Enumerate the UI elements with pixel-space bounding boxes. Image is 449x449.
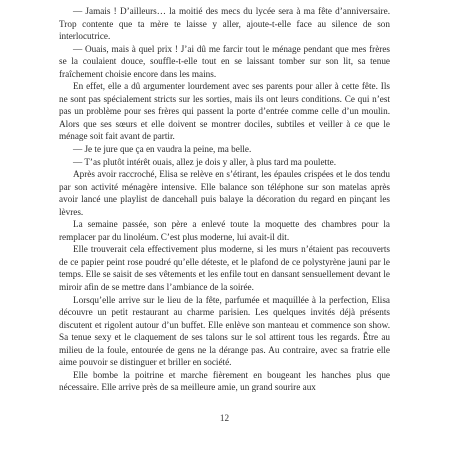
paragraph: — Je te jure que ça en vaudra la peine, ma belle. [73,144,252,155]
body-text [59,5,390,394]
paragraph: Elle bombe la poitrine et marche fièrement en bougeant les hanches plus que nécessaire. Elle arrive près de sa meilleure amie, un grand sourire aux [59,369,390,393]
paragraph: Elle trouverait cela effectivement plus moderne, si les murs n’étaient pas recouverts de ce papier peint rose poudré qu’elle déteste, et le plafond de ce polystyrène jauni par le temps. Elle se saisit de ses vêtements et les enfile tout en dansant sensuellement devant le miroir afin de se mettre dans l’ambiance de la soirée. [59,244,390,293]
paragraph: — Jamais ! D’ailleurs… la moitié des mecs du lycée sera à ma fête d’anniversaire. Trop contente que ta mère te laisse y aller, ajoute-t-elle face au silence de son interlocutrice. [59,6,390,42]
paragraph: — Ouais, mais à quel prix ! J’ai dû me farcir tout le ménage pendant que mes frères se la coulaient douce, souffle-t-elle tout en se laissant tomber sur son lit, sa tenue fraîchement choisie encore dans les mains. [59,43,390,79]
paragraph: La semaine passée, son père a enlevé toute la moquette des chambres pour la remplacer par du linoléum. C’est plus moderne, lui avait-il dit. [59,219,390,242]
paragraph: Lorsqu’elle arrive sur le lieu de la fête, parfumée et maquillée à la perfection, Elisa découvre un petit restaurant au charme parisien. Les quelques invités déjà présents discutent et rigolent autour d’un buffet. Elle enlève son manteau et commence son show. Sa tenue sexy et le claquement de ses talons sur le sol attirent tous les regards. Être au milieu de la foule, entourée de gens ne la dérange pas. Au contraire, avec sa fratrie elle aime pouvoir se distinguer et briller en société. [59,294,390,368]
paragraph: Après avoir raccroché, Elisa se relève en s’étirant, les épaules crispées et le dos tendu par son activité ménagère intensive. Elle balance son téléphone sur son matelas après avoir lancé une playlist de dancehall puis balaye la décoration du regard en pinçant les lèvres. [59,169,390,217]
page-number: 12 [219,413,230,423]
paragraph: — T’as plutôt intérêt ouais, allez je dois y aller, à plus tard ma poulette. [73,156,337,167]
paragraph: En effet, elle a dû argumenter lourdement avec ses parents pour aller à cette fête. Ils ne sont pas spécialement stricts sur les sorties, mais ils ont leurs conditions. Ce qui n’est pas un problème pour ses frères qui passent la porte d’entrée comme celle d’un moulin. Alors que ses sœurs et elle doivent se montrer dociles, subtiles et veiller à ce que le ménage soit fait avant de partir. [59,81,390,142]
